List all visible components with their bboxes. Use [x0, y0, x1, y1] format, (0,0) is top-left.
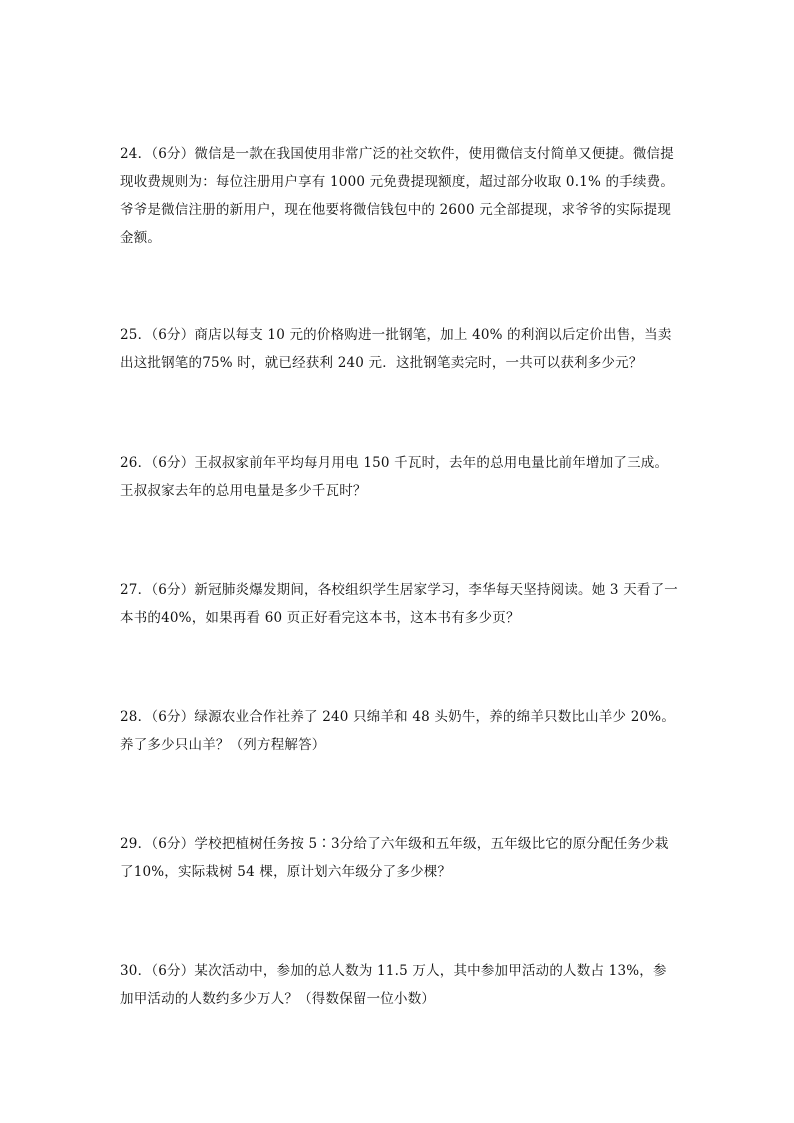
- question-26-text: 王叔叔家前年平均每月用电 150 千瓦时，去年的总用电量比前年增加了三成。王叔叔家去年的总用电量是多少千瓦时？: [120, 455, 669, 499]
- question-27-score: （6分）: [151, 582, 195, 598]
- question-29-number: 29．: [120, 836, 152, 852]
- question-30-body: [120, 957, 680, 1013]
- question-25-number: 25．: [120, 327, 152, 343]
- question-29: [120, 830, 680, 886]
- question-29-body: [120, 830, 680, 886]
- question-26-number: 26．: [120, 455, 152, 471]
- question-28-body: [120, 703, 680, 759]
- question-30: [120, 957, 680, 1013]
- question-30-text: 某次活动中，参加的总人数为 11.5 万人，其中参加甲活动的人数占 13%，参加甲活动的人数约多少万人？（得数保留一位小数）: [120, 963, 667, 1007]
- question-26-score: （6分）: [151, 455, 195, 471]
- question-30-number: 30．: [120, 963, 152, 979]
- question-27-text: 新冠肺炎爆发期间，各校组织学生居家学习，李华每天坚持阅读。她 3 天看了一本书的40%，如果再看 60 页正好看完这本书，这本书有多少页？: [120, 582, 678, 626]
- question-25: [120, 321, 680, 377]
- question-29-text: 学校把植树任务按 5∶3分给了六年级和五年级，五年级比它的原分配任务少栽了10%，实际栽树 54 棵，原计划六年级分了多少棵？: [120, 836, 669, 880]
- question-27-number: 27．: [120, 582, 152, 598]
- question-30-score: （6分）: [151, 963, 195, 979]
- question-28: [120, 703, 680, 759]
- question-29-score: （6分）: [151, 836, 195, 852]
- question-26: [120, 449, 680, 505]
- question-25-score: （6分）: [151, 327, 195, 343]
- question-25-body: [120, 321, 680, 377]
- question-24-body: [120, 140, 680, 252]
- question-26-body: [120, 449, 680, 505]
- question-24-score: （6分）: [151, 146, 195, 162]
- question-28-number: 28．: [120, 709, 152, 725]
- question-28-score: （6分）: [151, 709, 195, 725]
- question-27: [120, 576, 680, 632]
- question-25-text: 商店以每支 10 元的价格购进一批钢笔，加上 40% 的利润以后定价出售，当卖出这批钢笔的75% 时，就已经获利 240 元．这批钢笔卖完时，一共可以获利多少元？: [120, 327, 672, 371]
- question-28-text: 绿源农业合作社养了 240 只绵羊和 48 头奶牛，养的绵羊只数比山羊少 20%。养了多少只山羊？（列方程解答）: [120, 709, 676, 753]
- question-24-number: 24．: [120, 146, 152, 162]
- question-24-text: 微信是一款在我国使用非常广泛的社交软件，使用微信支付简单又便捷。微信提现收费规则为：每位注册用户享有 1000 元免费提现额度，超过部分收取 0.1% 的手续费。爷爷是微信注册的新用户，现在他要将微信钱包中的 2600 元全部提现，求爷爷的实际提现金额。: [120, 146, 675, 246]
- question-24: [120, 140, 680, 252]
- question-27-body: [120, 576, 680, 632]
